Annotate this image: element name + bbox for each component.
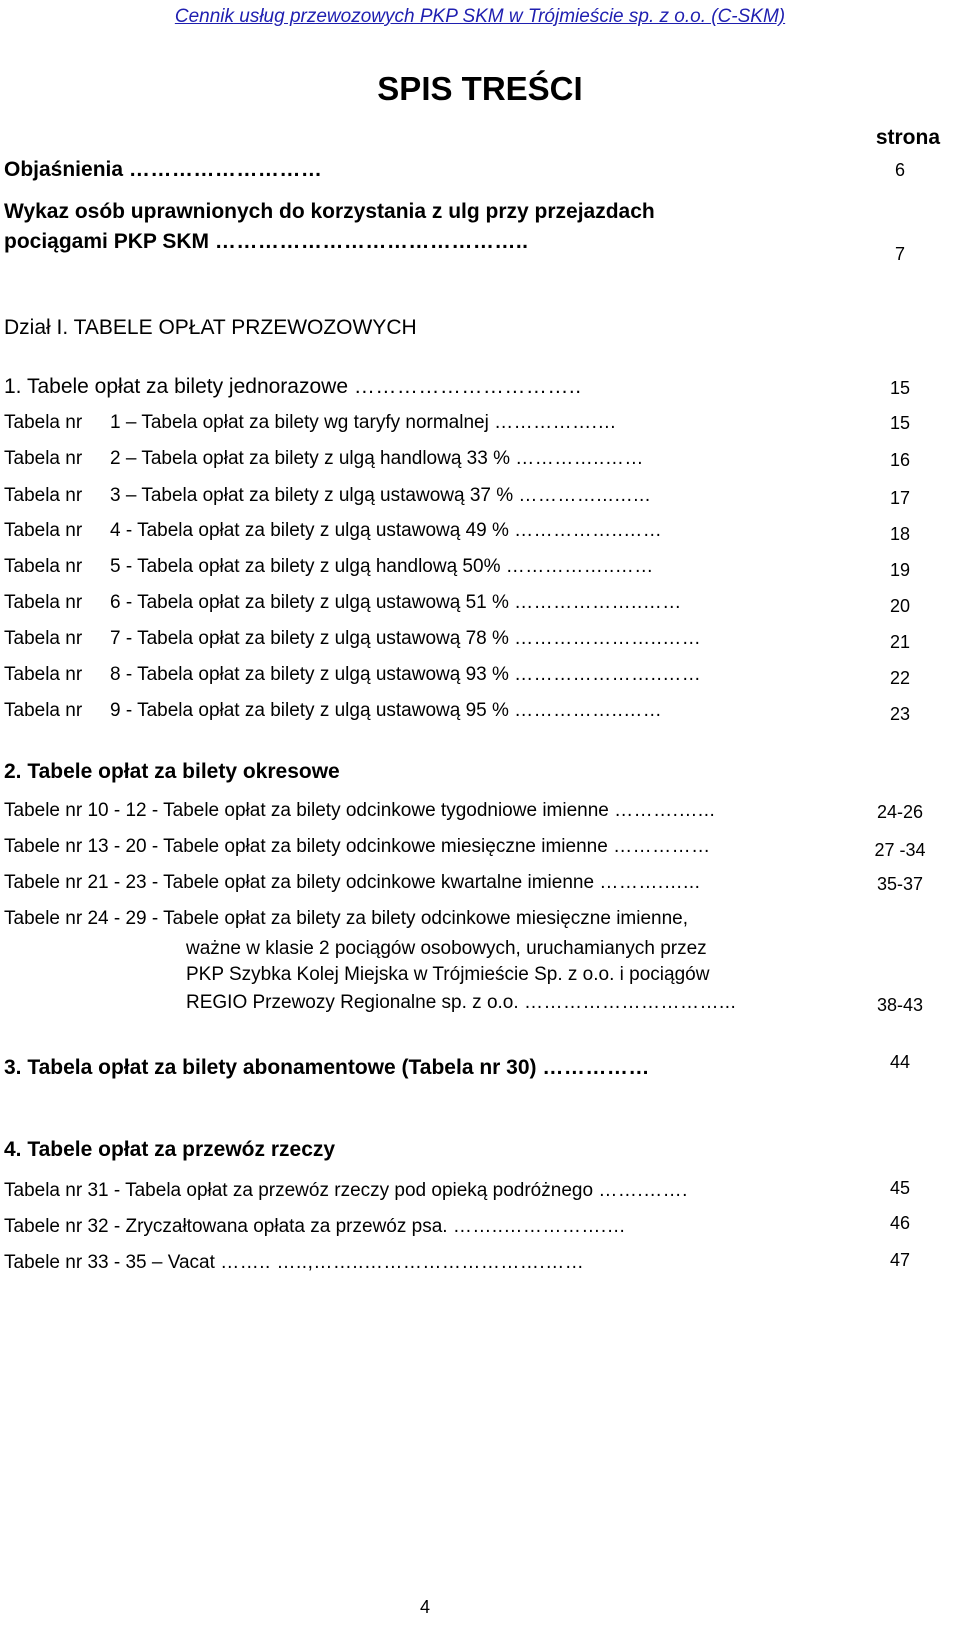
entry-page: 20 [889, 596, 911, 616]
entry-page: 7 [894, 244, 905, 264]
toc-entry-table-4[interactable] [110, 520, 662, 542]
section-heading-dzial: Dział I. TABELE OPŁAT PRZEWOZOWYCH [4, 316, 417, 339]
entry-label: 3 – Tabela opłat za bilety z ulgą ustawową 37 % [110, 485, 514, 506]
table-number: Tabela nr [4, 592, 83, 613]
table-number: Tabela nr [4, 520, 83, 541]
leader-dots: ……..…………….… [452, 1216, 627, 1237]
entry-page: 6 [894, 160, 905, 180]
entry-page: 22 [889, 668, 911, 688]
page-column-label: strona [875, 126, 940, 149]
entry-label: Tabele nr 32 - Zryczałtowana opłata za przewóz psa. [4, 1216, 448, 1237]
leader-dots: …………….… [494, 412, 617, 433]
leader-dots: ……………..…… [505, 556, 654, 577]
entry-page: 18 [889, 524, 911, 544]
entry-label: Tabele nr 21 - 23 - Tabele opłat za bilety odcinkowe kwartalne imienne [4, 872, 595, 893]
leader-dots: ………………..…… [514, 592, 682, 613]
entry-label: 1. Tabele opłat za bilety jednorazowe [4, 375, 349, 398]
entry-page: 44 [889, 1052, 911, 1072]
table-number: Tabela nr [4, 628, 83, 649]
leader-dots: …………...…... [518, 485, 651, 506]
entry-page: 16 [889, 450, 911, 470]
entry-label: 3. Tabela opłat za bilety abonamentowe (Tabela nr 30) [4, 1056, 537, 1079]
entry-page: 45 [889, 1178, 911, 1198]
toc-entry-tables-24-29-line2: ważne w klasie 2 pociągów osobowych, uruchamianych przez [186, 938, 707, 959]
table-number: Tabela nr [4, 556, 83, 577]
leader-dots: …………………………... [523, 992, 737, 1013]
entry-page: 15 [889, 413, 911, 433]
leader-dots: …………… [613, 836, 711, 857]
toc-entry-table-5[interactable] [110, 556, 654, 578]
entry-page: 27 -34 [874, 840, 926, 860]
leader-dots: ……………………… [128, 158, 323, 181]
entry-label: 6 - Tabela opłat za bilety z ulgą ustawową 51 % [110, 592, 509, 613]
document-header: Cennik usług przewozowych PKP SKM w Trójmieście sp. z o.o. (C-SKM) [174, 6, 786, 27]
leader-dots: …….. …..,……..……………………….…… [220, 1252, 585, 1273]
entry-label: 7 - Tabela opłat za bilety z ulgą ustawową 78 % [110, 628, 509, 649]
entry-label: 5 - Tabela opłat za bilety z ulgą handlową 50% [110, 556, 501, 577]
entry-label: Objaśnienia [4, 158, 124, 181]
table-number: Tabela nr [4, 412, 83, 433]
table-number: Tabela nr [4, 664, 83, 685]
leader-dots: …………………………………….. [214, 230, 529, 253]
entry-label: pociągami PKP SKM [4, 230, 209, 253]
leader-dots: …………..…… [515, 448, 644, 469]
entry-label: REGIO Przewozy Regionalne sp. z o.o. [186, 992, 519, 1013]
entry-page: 46 [889, 1213, 911, 1233]
toc-entry-tables-13-20[interactable] [4, 836, 711, 858]
toc-entry-tables-24-29-line4 [186, 992, 736, 1014]
entry-page: 19 [889, 560, 911, 580]
toc-entry-table-8[interactable] [110, 664, 701, 686]
toc-entry-table-1[interactable] [110, 412, 617, 434]
leader-dots: …………………..…… [514, 628, 702, 649]
toc-entry-table-31[interactable] [4, 1180, 688, 1202]
entry-label: 2 – Tabela opłat za bilety z ulgą handlową 33 % [110, 448, 510, 469]
entry-page: 35-37 [876, 874, 924, 894]
entry-label: 9 - Tabela opłat za bilety z ulgą ustawową 95 % [110, 700, 509, 721]
toc-entry-table-32[interactable] [4, 1216, 626, 1238]
toc-entry-table-7[interactable] [110, 628, 701, 650]
entry-page: 17 [889, 488, 911, 508]
toc-entry-table-2[interactable] [110, 448, 644, 470]
toc-entry-table-6[interactable] [110, 592, 682, 614]
leader-dots: ……………..…… [514, 520, 663, 541]
toc-entry-wykaz-line2[interactable] [4, 230, 529, 254]
toc-entry-objasnienia[interactable] [4, 158, 322, 182]
entry-page: 23 [889, 704, 911, 724]
entry-page: 21 [889, 632, 911, 652]
table-number: Tabela nr [4, 448, 83, 469]
entry-label: 8 - Tabela opłat za bilety z ulgą ustawową 93 % [110, 664, 509, 685]
toc-entry-tables-10-12[interactable] [4, 800, 715, 822]
table-number: Tabela nr [4, 700, 83, 721]
toc-entry-table-9[interactable] [110, 700, 662, 722]
leader-dots: ………………………….. [353, 375, 582, 398]
entry-label: 4 - Tabela opłat za bilety z ulgą ustawową 49 % [110, 520, 509, 541]
entry-label: Tabele nr 13 - 20 - Tabele opłat za bilety odcinkowe miesięczne imienne [4, 836, 608, 857]
entry-label: 1 – Tabela opłat za bilety wg taryfy normalnej [110, 412, 489, 433]
entry-page: 15 [889, 378, 911, 398]
toc-entry-section1[interactable] [4, 375, 582, 399]
leader-dots: ……………..…… [514, 700, 663, 721]
table-number: Tabela nr [4, 485, 83, 506]
page-title: SPIS TREŚCI [377, 70, 583, 107]
entry-page: 38-43 [876, 995, 924, 1015]
toc-entry-tables-24-29-line1[interactable]: Tabele nr 24 - 29 - Tabele opłat za bilety za bilety odcinkowe miesięczne imienne, [4, 908, 689, 929]
entry-label: Tabele nr 10 - 12 - Tabele opłat za bilety odcinkowe tygodniowe imienne [4, 800, 609, 821]
toc-entry-section3[interactable] [4, 1056, 650, 1080]
toc-entry-wykaz-line1[interactable]: Wykaz osób uprawnionych do korzystania z ulg przy przejazdach [4, 200, 655, 223]
toc-entry-tables-21-23[interactable] [4, 872, 700, 894]
toc-entry-tables-24-29-line3: PKP Szybka Kolej Miejska w Trójmieście Sp. z o.o. i pociągów [186, 964, 710, 985]
page-number: 4 [419, 1597, 430, 1617]
entry-label: Tabele nr 33 - 35 – Vacat [4, 1252, 215, 1273]
toc-entry-tables-33-35[interactable] [4, 1252, 584, 1274]
entry-label: Tabela nr 31 - Tabela opłat za przewóz rzeczy pod opieką podróżnego [4, 1180, 594, 1201]
leader-dots: …………………..…… [514, 664, 702, 685]
entry-page: 47 [889, 1250, 911, 1270]
section-heading-4: 4. Tabele opłat za przewóz rzeczy [4, 1138, 336, 1161]
leader-dots: …………… [542, 1056, 650, 1079]
leader-dots: ……….…... [614, 800, 716, 821]
leader-dots: ……….…... [599, 872, 701, 893]
leader-dots: …….……. [598, 1180, 688, 1201]
section-heading-2: 2. Tabele opłat za bilety okresowe [4, 760, 340, 783]
toc-entry-table-3[interactable] [110, 485, 651, 507]
entry-page: 24-26 [876, 802, 924, 822]
